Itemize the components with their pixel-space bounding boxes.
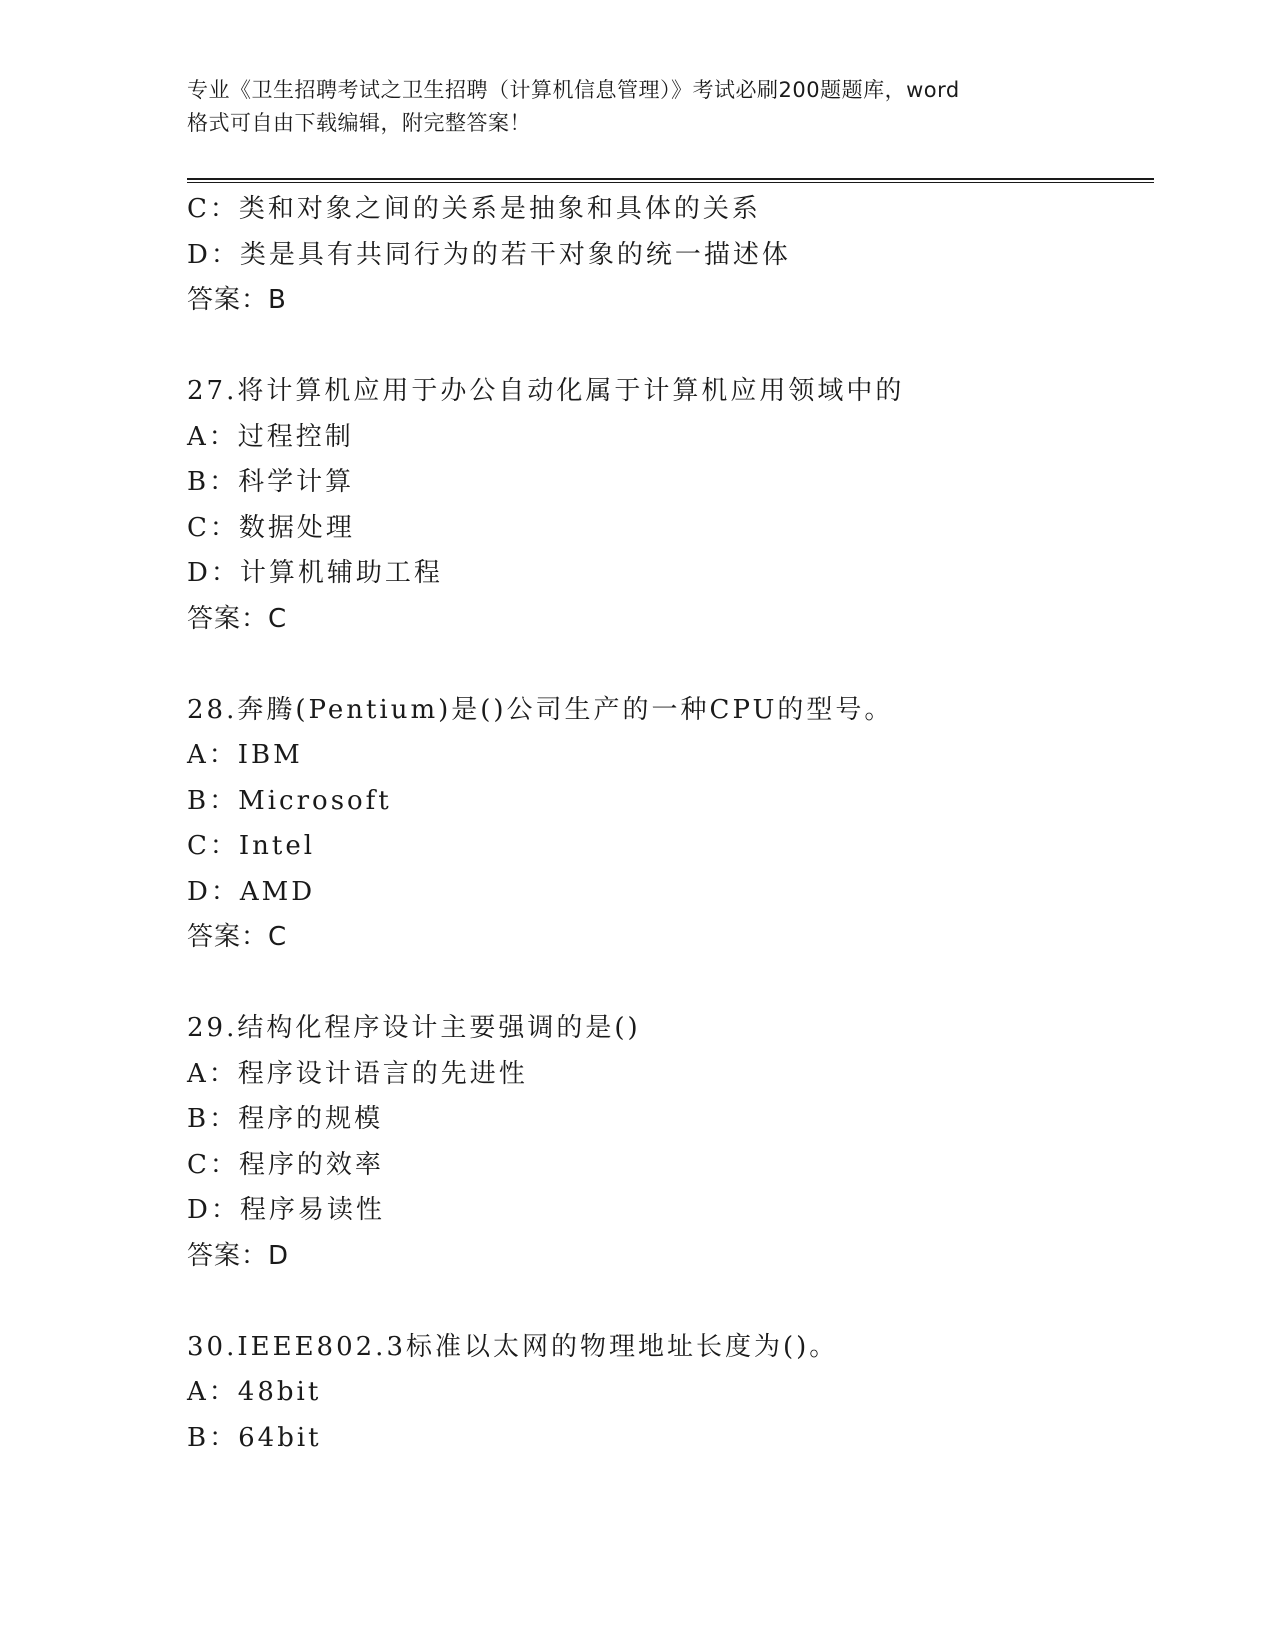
question-28 [187,688,1154,961]
question-26-continued [187,187,1154,324]
option-d: D：类是具有共同行为的若干对象的统一描述体 [187,239,791,270]
question-29 [187,1006,1154,1279]
header-title-line-1: 专业《卫生招聘考试之卫生招聘（计算机信息管理）》考试必刷200题题库，word [187,78,960,102]
question-stem: 29.结构化程序设计主要强调的是() [187,1013,641,1043]
spacer [187,324,1154,370]
question-30 [187,1325,1154,1462]
option-b: B：科学计算 [187,467,355,497]
option-c: C：Intel [187,831,316,861]
question-stem: 30.IEEE802.3标准以太网的物理地址长度为()。 [187,1331,839,1362]
question-27 [187,369,1154,642]
option-a: A：IBM [187,740,303,770]
option-a: A：程序设计语言的先进性 [187,1058,528,1089]
option-b: B：64bit [187,1422,322,1453]
option-c: C：类和对象之间的关系是抽象和具体的关系 [187,194,761,224]
document-header [187,74,1087,140]
spacer [187,642,1154,688]
header-divider [187,178,1154,183]
question-stem: 27.将计算机应用于办公自动化属于计算机应用领域中的 [187,376,905,406]
option-c: C：数据处理 [187,512,355,543]
answer-line: 答案：C [187,922,288,952]
option-a: A：48bit [187,1377,322,1407]
spacer [187,1279,1154,1325]
option-c: C：程序的效率 [187,1149,384,1180]
option-a: A：过程控制 [187,421,354,452]
header-title-line-2: 格式可自由下载编辑，附完整答案！ [187,111,531,135]
answer-line: 答案：D [187,1240,290,1271]
answer-line: 答案：B [187,285,287,315]
question-content [187,187,1154,1461]
option-b: B：Microsoft [187,785,392,816]
answer-line: 答案：C [187,603,288,634]
spacer [187,961,1154,1007]
option-d: D：程序易读性 [187,1195,385,1225]
option-d: D：AMD [187,876,316,907]
option-d: D：计算机辅助工程 [187,558,443,588]
option-b: B：程序的规模 [187,1104,384,1134]
question-stem: 28.奔腾(Pentium)是()公司生产的一种CPU的型号。 [187,694,894,725]
